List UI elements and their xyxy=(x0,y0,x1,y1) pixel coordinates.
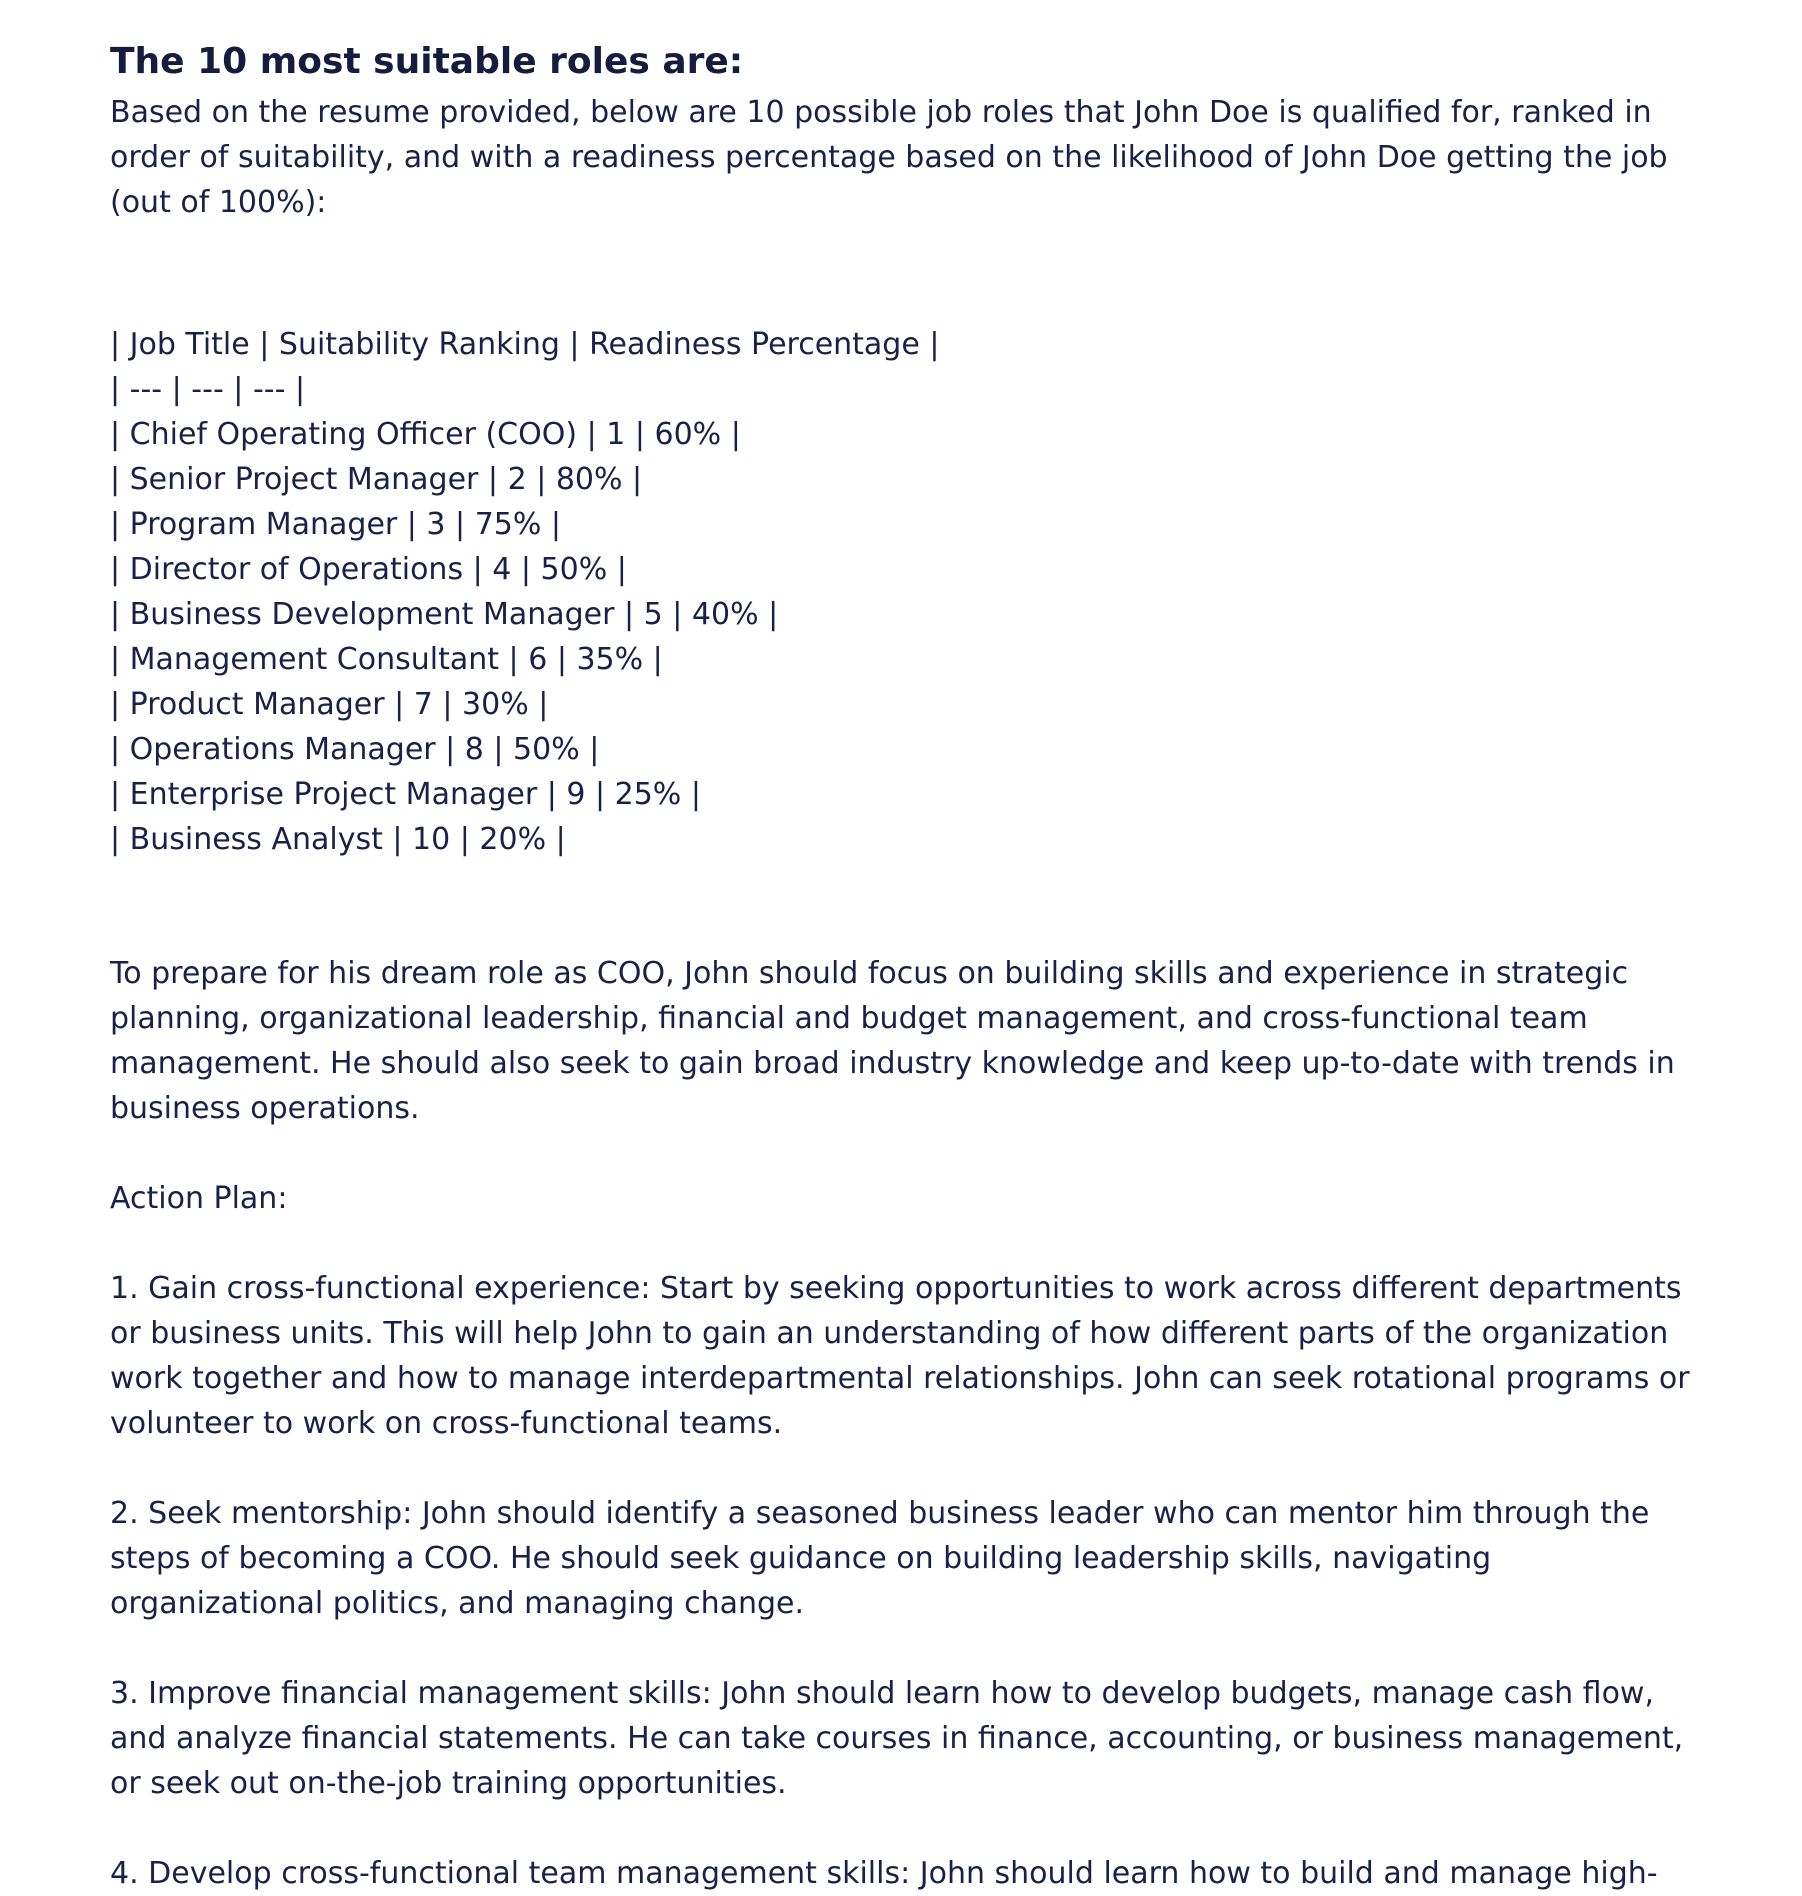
table-row: | Product Manager | 7 | 30% | xyxy=(110,687,549,722)
spacer xyxy=(110,1446,1710,1491)
spacer xyxy=(110,225,1710,322)
intro-paragraph: Based on the resume provided, below are 10 possible job roles that John Doe is qualified for, ranked in order of suitability, and with a readiness percentage based on the likelihood of John Doe getting the job (out of 100%): xyxy=(110,95,1668,220)
spacer xyxy=(110,1131,1710,1176)
action-plan-label: Action Plan: xyxy=(110,1181,288,1216)
page-title: The 10 most suitable roles are: xyxy=(110,41,744,82)
table-row: | Enterprise Project Manager | 9 | 25% | xyxy=(110,777,701,812)
table-row: | Program Manager | 3 | 75% | xyxy=(110,507,562,542)
table-header-line: | Job Title | Suitability Ranking | Readiness Percentage | xyxy=(110,327,940,362)
table-separator-line: | --- | --- | --- | xyxy=(110,372,306,407)
action-item: 3. Improve financial management skills: John should learn how to develop budgets, manage cash flow, and analyze financial statements. He can take courses in finance, accounting, or business management, or seek out on-the-job training opportunities. xyxy=(110,1676,1684,1801)
table-row: | Management Consultant | 6 | 35% | xyxy=(110,642,663,677)
prepare-paragraph: To prepare for his dream role as COO, John should focus on building skills and experience in strategic planning, organizational leadership, financial and budget management, and cross-functional team management. He should also seek to gain broad industry knowledge and keep up-to-date with trends in business operations. xyxy=(110,956,1675,1126)
action-item: 4. Develop cross-functional team management skills: John should learn how to build and manage high- xyxy=(110,1856,1658,1891)
table-row: | Director of Operations | 4 | 50% | xyxy=(110,552,627,587)
action-item: 2. Seek mentorship: John should identify a seasoned business leader who can mentor him through the steps of becoming a COO. He should seek guidance on building leadership skills, navigating organizational politics, and managing change. xyxy=(110,1496,1650,1621)
table-row: | Business Development Manager | 5 | 40% | xyxy=(110,597,779,632)
table-row: | Senior Project Manager | 2 | 80% | xyxy=(110,462,643,497)
table-row: | Chief Operating Officer (COO) | 1 | 60% | xyxy=(110,417,741,452)
spacer xyxy=(110,862,1710,951)
table-row: | Business Analyst | 10 | 20% | xyxy=(110,822,566,857)
action-item: 1. Gain cross-functional experience: Start by seeking opportunities to work across different departments or business units. This will help John to gain an understanding of how different parts of the organization work together and how to manage interdepartmental relationships. John can seek rotational programs or volunteer to work on cross-functional teams. xyxy=(110,1271,1690,1441)
document-page xyxy=(110,34,1710,1896)
markdown-table-text xyxy=(110,322,1710,862)
spacer xyxy=(110,1221,1710,1266)
table-row: | Operations Manager | 8 | 50% | xyxy=(110,732,600,767)
spacer xyxy=(110,1806,1710,1851)
spacer xyxy=(110,1626,1710,1671)
